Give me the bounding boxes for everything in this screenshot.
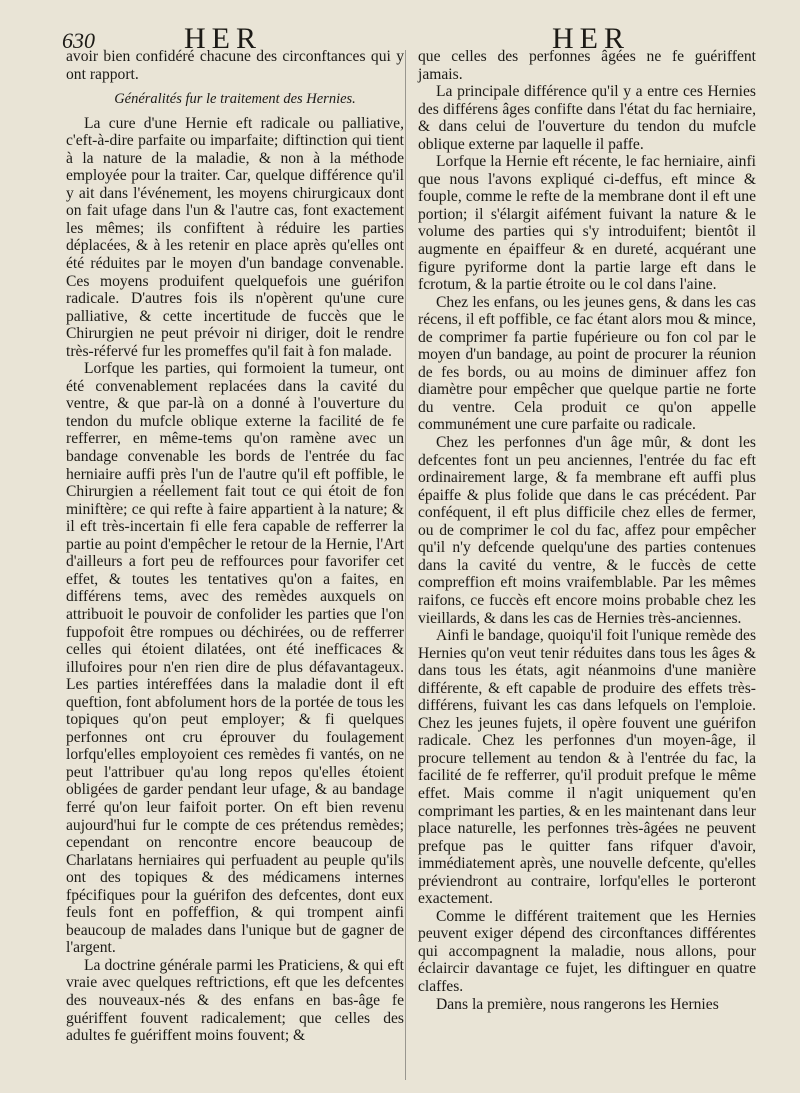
paragraph: Ainfi le bandage, quoiqu'il foit l'unique remède des Hernies qu'on veut tenir réduites dans tous les âges & dans tous les états, agit néanmoins d'une manière différente, & eft capable de produire des effets très-différens, fuivant les cas dans lefquels on l'emploie. Chez les jeunes fujets, il opère fouvent une guérifon radicale. Chez les perfonnes d'un moyen-âge, il procure tellement au tendon & à l'entrée du fac, la facilité de fe refferrer, qu'il produit prefque le même effet. Mais comme il n'agit uniquement qu'en comprimant les parties, & en les maintenant dans leur place naturelle, les perfonnes très-âgées ne peuvent prefque pas le quitter fans rifquer d'avoir, immédiatement après, une nouvelle defcente, qu'elles préviendront au contraire, lorfqu'elles le porteront exactement. xyxy=(418,627,757,908)
page-number: 630 xyxy=(62,28,95,53)
paragraph: La cure d'une Hernie eft radicale ou palliative, c'eft-à-dire parfaite ou imparfaite; diftinction qui tient à la nature de la maladie, & non à la méthode employée pour la traiter. Car, quelque différence qu'il y ait dans l'événement, les moyens chirurgicaux dont on fait ufage dans l'un & l'autre cas, font exactement les mêmes; ils confiftent à réduire les parties déplacées, & à les retenir en place après qu'elles ont été réduites par le moyen d'un bandage convenable. Ces moyens produifent quelquefois une guérifon radicale. D'autres fois ils n'opèrent qu'une cure palliative, & cette incertitude de fuccès que le Chirurgien ne peut prévoir ni diriger, doit le rendre très-réfervé fur les promeffes qu'il fait à fon malade. xyxy=(66,114,404,360)
right-column xyxy=(418,48,756,1013)
column-divider xyxy=(405,50,406,1080)
paragraph: La principale différence qu'il y a entre ces Hernies des différens âges confifte dans l'état du fac herniaire, & dans celui de l'ouverture du tendon du mufcle oblique externe par laquelle il paffe. xyxy=(418,83,756,153)
section-subheading: Généralités fur le traitement des Hernies. xyxy=(114,91,356,108)
running-head-left: HER xyxy=(184,22,262,55)
paragraph: Chez les enfans, ou les jeunes gens, & dans les cas récens, il eft poffible, ce fac étant alors mou & mince, de comprimer fa partie fupérieure ou fon col par le moyen d'un bandage, au point de procurer la réunion de fes bords, ou au moins de diminuer affez fon diamètre pour empêcher que quelque partie ne forte du ventre. Cela produit ce qu'on appelle communément une cure parfaite ou radicale. xyxy=(418,293,756,434)
paragraph: Lorfque les parties, qui formoient la tumeur, ont été convenablement replacées dans la cavité du ventre, & que par-là on a donné à l'ouverture du tendon du mufcle oblique externe la facilité de fe refferrer, en même-tems qu'on ramène avec un bandage convenable les bords de l'entrée du fac herniaire auffi près l'un de l'autre qu'il eft poffible, le Chirurgien a réellement fait tout ce qui étoit de fon miniftère; ce qui refte à faire appartient à la nature; & il eft très-incertain fi elle fera capable de refferrer la partie au point d'empêcher le retour de la Hernie, l'Art d'ailleurs a fort peu de reffources pour favorifer cet effet, & toutes les tentatives qu'on a faites, en différens tems, avec des remèdes auxquels on attribuoit le pouvoir de confolider les parties que l'on fuppofoit être rompues ou déchirées, ou de refferrer celles qui étoient dilatées, ont été inefficaces & illufoires pour n'en rien dire de plus défavantageux. Les parties intéreffées dans la maladie dont il eft queftion, font abfolument hors de la portée de tous les topiques qu'on peut employer; & fi quelques perfonnes ont cru éprouver du foulagement lorfqu'elles employoient ces remèdes fi vantés, on ne peut l'attribuer qu'au long repos qu'elles étoient obligées de garder pendant leur ufage, & au bandage ferré qu'on leur faifoit porter. On eft bien revenu aujourd'hui fur le compte de ces prétendus remèdes; cependant on rencontre encore beaucoup de Charlatans herniaires qui perfuadent au peuple qu'ils ont des topiques & des médicamens internes fpécifiques pour la guérifon des defcentes, dont eux feuls font en poffeffion, & qui trompent ainfi beaucoup de malades dans l'unique but de gagner de l'argent. xyxy=(66,360,404,957)
paragraph: Dans la première, nous rangerons les Hernies xyxy=(436,995,719,1013)
paragraph: La doctrine générale parmi les Praticiens, & qui eft vraie avec quelques reftrictions, eft que les defcentes des nouveaux-nés & des enfans en bas-âge fe guériffent fouvent radicalement; que celles des adultes fe guériffent moins fouvent; & xyxy=(66,956,404,1045)
paragraph: Chez les perfonnes d'un âge mûr, & dont les defcentes font un peu anciennes, l'entrée du fac eft ordinairement large, & fa membrane eft auffi plus épaiffe & plus folide que dans le cas précédent. Par conféquent, il eft plus difficile chez elles de fermer, ou de comprimer le col du fac, affez pour empêcher qu'il n'y defcende quelqu'une des parties contenues dans la cavité du ventre, & le fuccès de cette compreffion eft moins vraifemblable. Par les mêmes raifons, ce fuccès eft encore moins probable chez les vieillards, & dans les cas de Hernies très-anciennes. xyxy=(418,434,756,627)
running-head-right: HER xyxy=(552,22,630,55)
paragraph: Lorfque la Hernie eft récente, le fac herniaire, ainfi que nous l'avons expliqué ci-deffus, eft mince & fouple, comme le refte de la membrane dont il eft une portion; il s'élargit aifément fuivant la nature & le volume des parties qui s'y introduifent; bientôt il augmente en épaiffeur & en dureté, acquérant une figure pyriforme dont la partie large eft dans le fcrotum, & la partie étroite ou le col dans l'aine. xyxy=(418,153,756,294)
left-column xyxy=(66,48,404,1045)
paragraph: que celles des perfonnes âgées ne fe guériffent jamais. xyxy=(418,48,756,83)
paragraph: avoir bien confidéré chacune des circonftances qui y ont rapport. xyxy=(66,48,404,83)
paragraph: Comme le différent traitement que les Hernies peuvent exiger dépend des circonftances différentes qui accompagnent la maladie, nous allons, pour éclaircir davantage ce fujet, les diftinguer en quatre claffes. xyxy=(418,907,756,995)
